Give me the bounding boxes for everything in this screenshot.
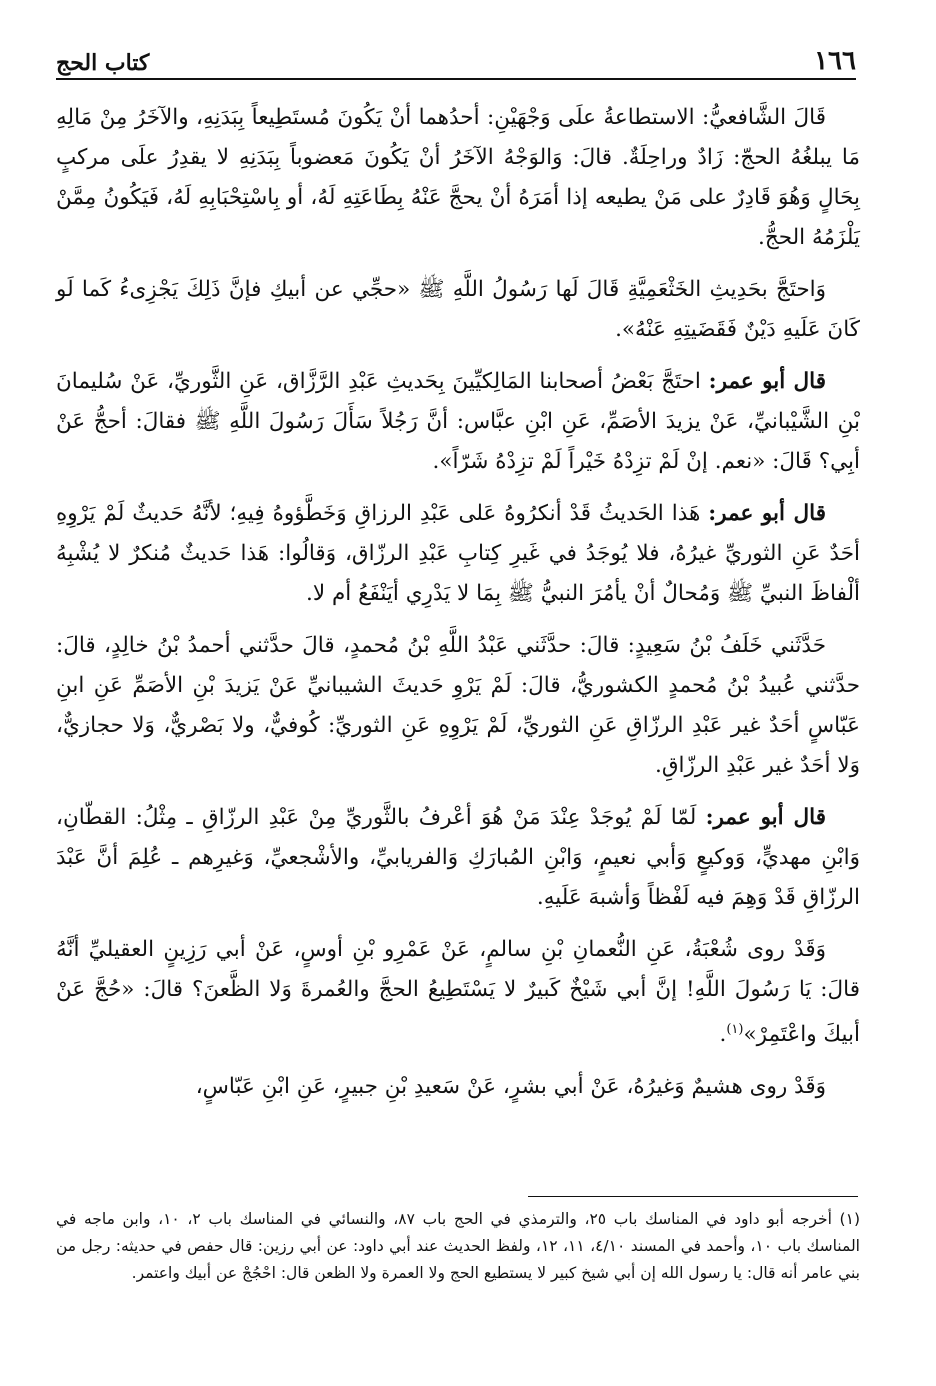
paragraph-4	[56, 494, 860, 614]
paragraph-text: لَمّا لَمْ يُوجَدْ عِنْدَ مَنْ هُوَ أعْرفُ بالثَّوريِّ مِنْ عَبْدِ الرزّاقِ ـ مِثْلُ: القطّانِ، وَابْنِ مهديٍّ، وَوكيعٍ وَأبي نعيمٍ، وَابْنِ المُبارَكِ وَالفريابيِّ، والأشْجعيِّ، وَغيرِهم ـ عُلِمَ أنَّ عَبْدَ الرزّاقِ قَدْ وَهِمَ فيه لَفْظاً وَأشبهَ عَلَيهِ.	[56, 805, 860, 910]
paragraph-1	[56, 98, 860, 258]
page-number: ١٦٦	[814, 46, 856, 76]
paragraph-5	[56, 626, 860, 786]
paragraph-text: احتَجَّ بَعْضُ أصحابنا المَالِكيِّينَ بِحَديثِ عَبْدِ الرَّزَّاق، عَنِ الثَّوريِّ، عَنْ سُليمانَ بْنِ الشَّيْبانيِّ، عَنْ يزيدَ الأصَمِّ، عَنِ ابْنِ عبَّاس: أنَّ رَجُلاً سَأَلَ رَسُولَ اللَّهِ ﷺ فقالَ: أحجُّ عَنْ أبِي؟ قَالَ: «نعم. إنْ لَمْ تزِدْهُ خَيْراً لَمْ تزِدْهُ شَرّاً».	[56, 369, 860, 474]
main-text	[56, 98, 860, 1107]
paragraph-tail: .	[719, 1022, 727, 1048]
paragraph-text: وَاحتَجَّ بحَدِيثِ الخَثْعَمِيَّةِ قَالَ لَها رَسُولُ اللَّهِ ﷺ «حجِّي عن أبيكِ فإنَّ ذَلِكَ يَجْزِىءُ كَما لَو كَانَ عَلَيهِ دَيْنٌ فَقَضَيتِهِ عَنْهُ».	[56, 277, 860, 342]
paragraph-text: وَقَدْ روى هشيمٌ وَغيرُهُ، عَنْ أبي بشرٍ، عَنْ سَعيدِ بْنِ جبيرٍ، عَنِ ابْنِ عَبّاسٍ،	[195, 1074, 826, 1100]
paragraph-2	[56, 270, 860, 350]
footnotes	[56, 1206, 860, 1287]
running-title: كتاب الحج	[56, 50, 150, 76]
footnote-separator	[528, 1196, 858, 1197]
paragraph-lead: قال أبو عمر:	[708, 369, 827, 394]
footnote-1: (١) أخرجه أبو داود في المناسك باب ٢٥، والترمذي في الحج باب ٨٧، والنسائي في المناسك باب ٢، ١٠، وابن ماجه في المناسك باب ١٠، وأحمد في المسند ٤/١٠، ١١، ١٢، ولفظ الحديث عند أبي داود: عن أبي رزين: قال حفص في حديثه: رجل من بني عامر أنه قال: يا رسول الله إن أبي شيخ كبير لا يستطيع الحج ولا العمرة ولا الظعن قال: احْجُجْ عن أبيك واعتمر.	[56, 1210, 860, 1282]
footnote-ref[interactable]: (١)	[726, 1022, 744, 1037]
paragraph-text: هَذا الحَديثُ قَدْ أنكرُوهُ عَلى عَبْدِ الرزاقِ وَخَطَّؤوهُ فِيهِ؛ لأنَّهُ حَديثٌ لَمْ يَرْوِهِ أحَدٌ عَنِ الثوريِّ غيرُهُ، فلا يُوجَدُ في غَيرِ كِتابِ عَبْدِ الرزّاق، وَقالُوا: هَذا حَديثٌ مُنكرٌ لا يُشْبِهُ ألْفاظَ النبيِّ ﷺ وَمُحالٌ أنْ يأمُرَ النبيُّ ﷺ بِمَا لا يَدْرِي أيَنْفَعُ أم لا.	[56, 501, 860, 606]
paragraph-text: وَقَدْ روى شُعْبَةُ، عَنِ النُّعمانِ بْنِ سالمٍ، عَنْ عَمْرِو بْنِ أوسٍ، عَنْ أبي رَزِينٍ العقيليِّ أنَّهُ قالَ: يَا رَسُولَ اللَّهِ! إنَّ أبي شَيْخٌ كَبيرٌ لا يَسْتَطِيعُ الحجَّ والعُمرةَ وَلا الظَّعنَ؟ قالَ: «حُجَّ عَنْ أبيكَ واعْتَمِرْ»	[56, 937, 860, 1048]
paragraph-text: قَالَ الشَّافعيُّ: الاستطاعةُ علَى وَجْهَيْنِ: أحدُهما أنْ يَكُونَ مُستَطِيعاً بِبَدَنِهِ، والآخَرُ مِنْ مَالِهِ مَا يبلغُهُ الحجّ: زَادٌ وراحِلَةٌ. قالَ: وَالوَجْهُ الآخَرُ أنْ يَكُونَ مَعضوباً بِبَدَنِهِ لا يقدِرُ علَى مركبٍ بِحَالٍ وَهُوَ قَادِرٌ على مَنْ يطيعه إذا أمَرَهُ أنْ يحجَّ عَنْهُ بِطَاعَتِهِ لَهُ، أو بِاسْتِحْبَابِهِ لَهُ، فَيَكُونُ مِمَّنْ يَلْزَمُهُ الحجُّ.	[56, 105, 860, 250]
header-rule	[56, 78, 856, 80]
page-header	[56, 36, 856, 76]
paragraph-7	[56, 930, 860, 1055]
paragraph-8	[56, 1067, 860, 1107]
paragraph-lead: قال أبو عمر:	[708, 501, 826, 526]
paragraph-6	[56, 798, 860, 918]
paragraph-3	[56, 362, 860, 482]
paragraph-text: حَدَّثَني خَلَفُ بْنُ سَعِيدٍ: قالَ: حدَّثَني عَبْدُ اللَّهِ بْنُ مُحمدٍ، قالَ حدَّثني أحمدُ بْنُ خالِدٍ، قالَ: حدَّثني عُبيدُ بْنُ مُحمدٍ الكشوريُّ، قالَ: لَمْ يَرْوِ حَديثَ الشيبانيِّ عَنْ يَزيدَ بْنِ الأصَمِّ عَنِ ابنِ عَبّاسٍ أحَدٌ غير عَبْدِ الرزّاقِ عَنِ الثوريِّ، لَمْ يَرْوِهِ عَنِ الثوريِّ: كُوفيٌّ، ولا بَصْريٌّ، وَلا حجازيٌّ، وَلا أحَدٌ غير عَبْدِ الرزّاقِ.	[56, 633, 860, 778]
paragraph-lead: قال أبو عمر:	[705, 805, 826, 830]
